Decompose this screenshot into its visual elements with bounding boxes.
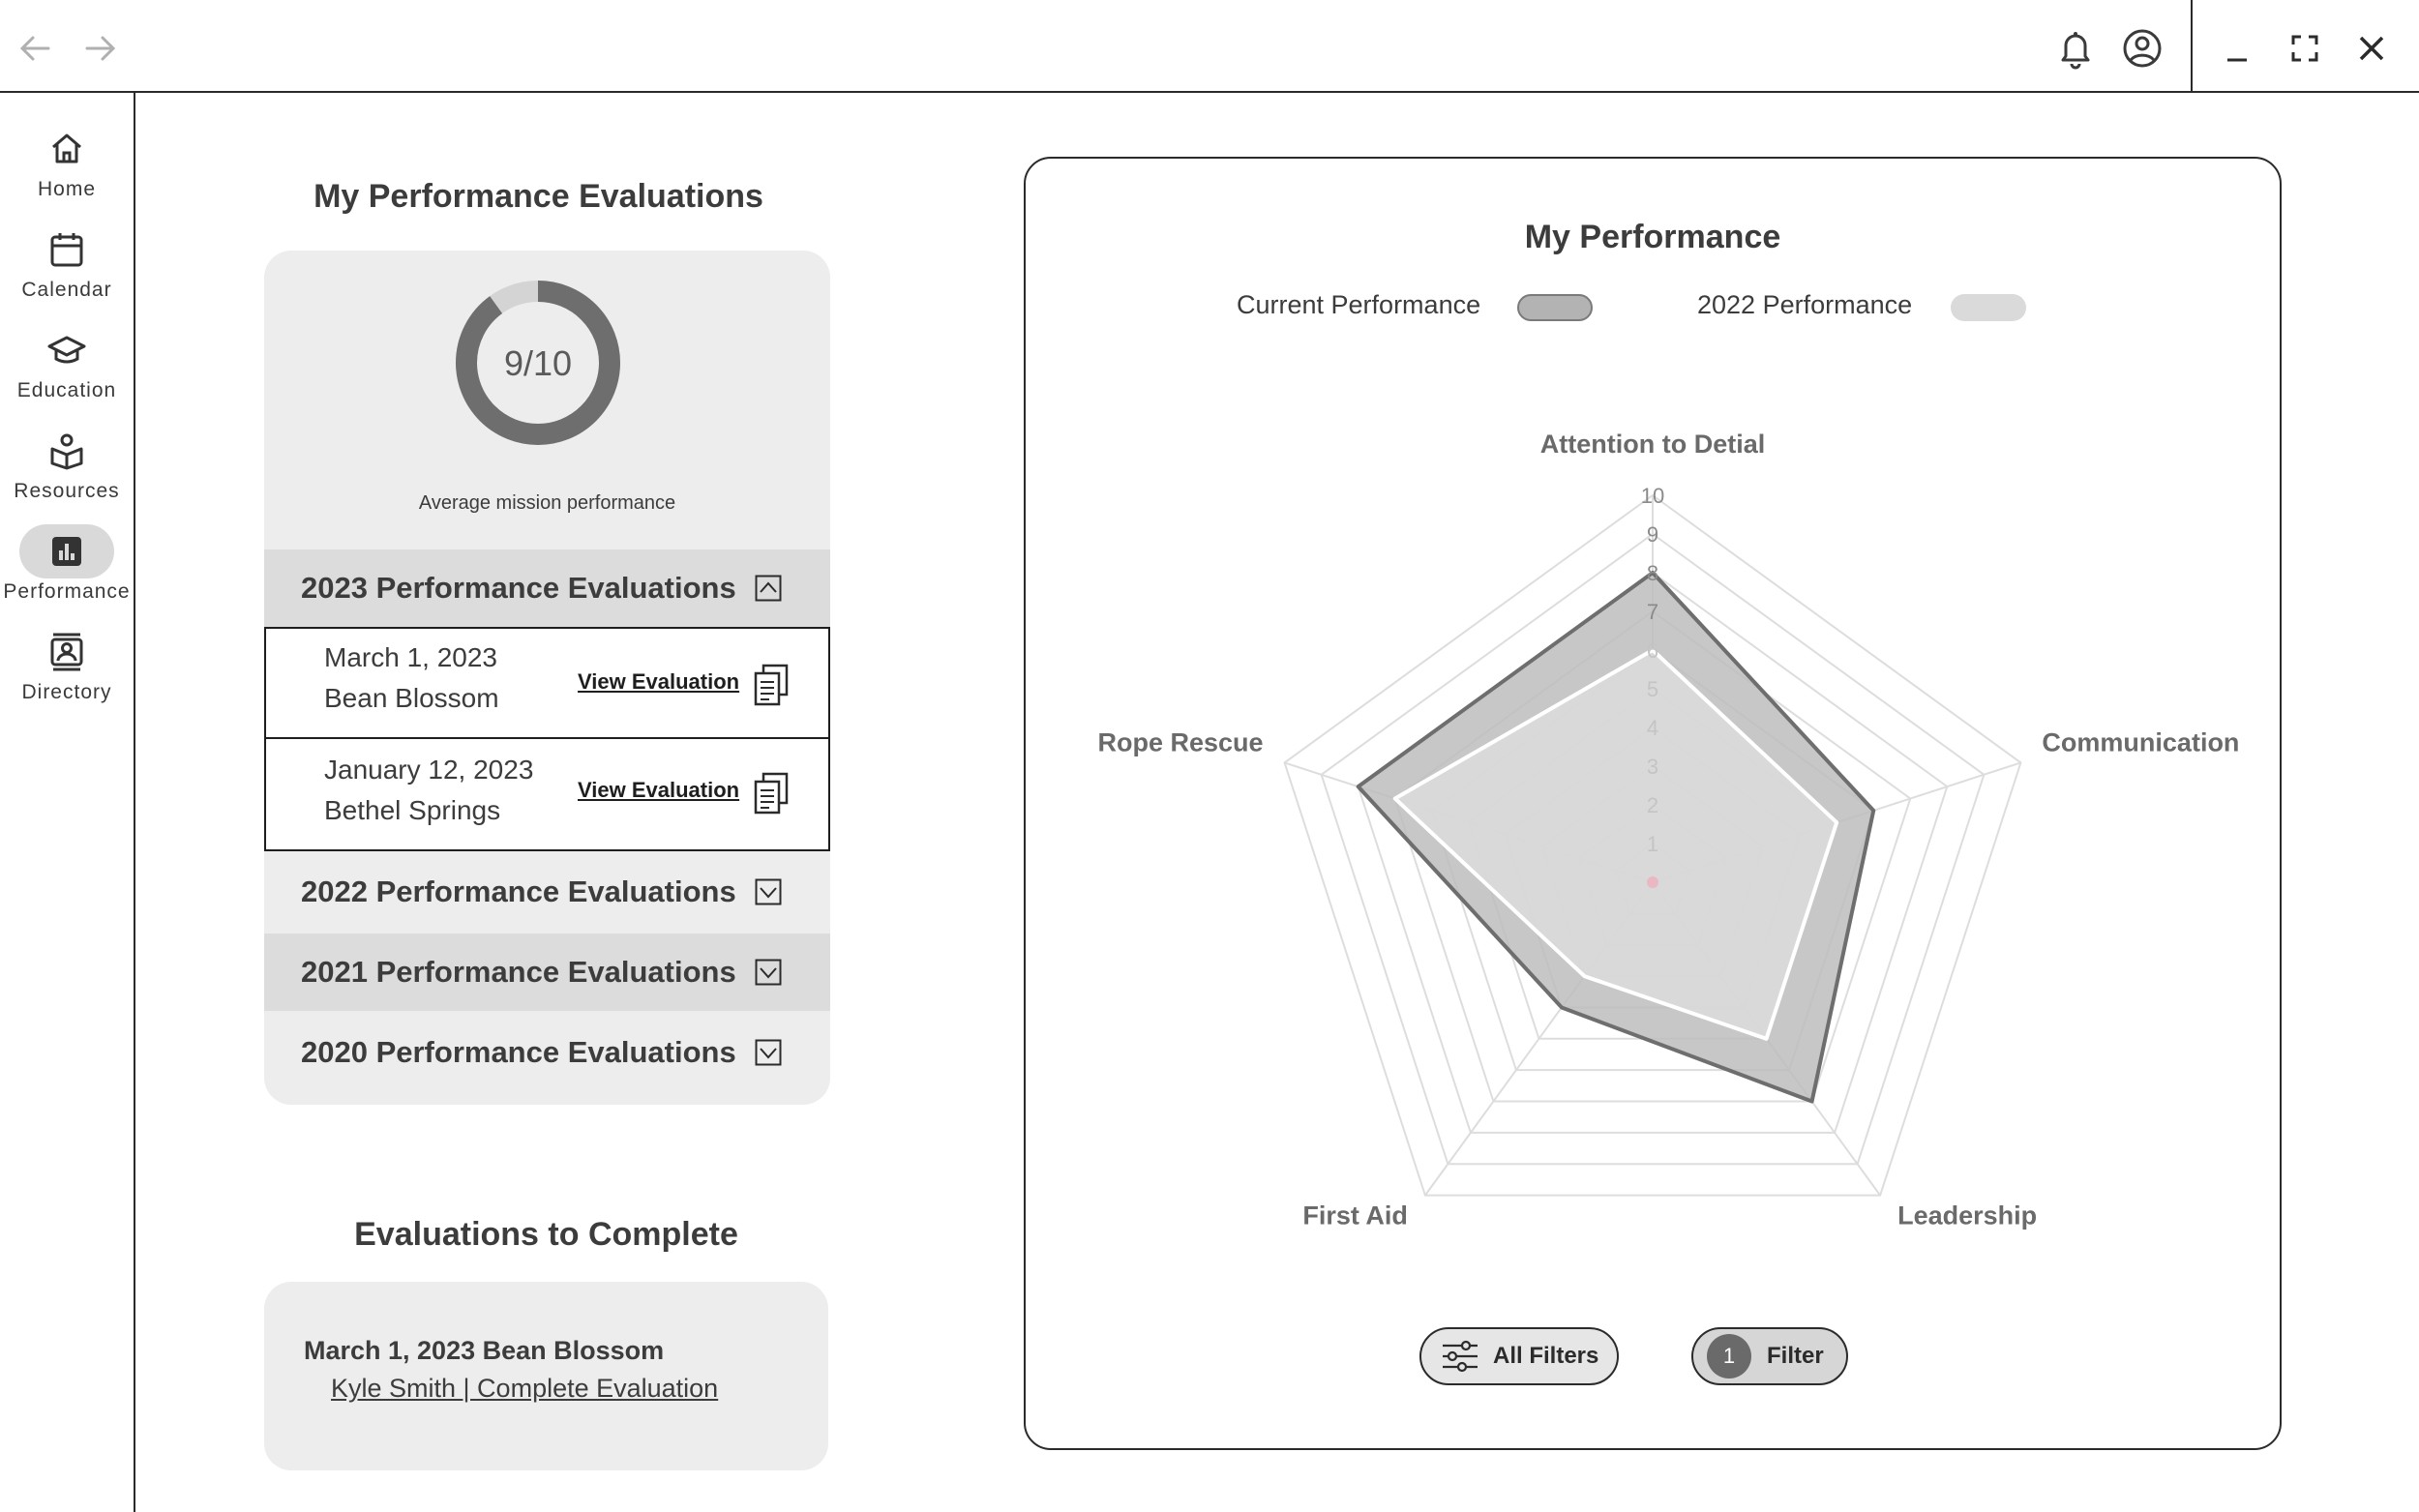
year-group-2022[interactable]: [264, 853, 830, 931]
radar-axis-label: Attention to Detial: [1539, 430, 1766, 459]
filter-label: Filter: [1767, 1343, 1824, 1369]
back-arrow-icon[interactable]: [8, 21, 62, 75]
graduation-cap-icon: [19, 323, 114, 377]
radar-axis-label: Leadership: [1897, 1201, 2038, 1230]
sidebar-item-label: Performance: [3, 580, 131, 603]
year-group-2023[interactable]: [264, 549, 830, 627]
all-filters-label: All Filters: [1493, 1343, 1599, 1369]
evaluation-date: March 1, 2023: [324, 642, 497, 672]
radar-tick-label: 1: [1646, 832, 1659, 856]
account-circle-icon[interactable]: [2115, 21, 2169, 75]
sidebar-item-education[interactable]: [0, 323, 134, 424]
complete-evaluation-link[interactable]: Kyle Smith | Complete Evaluation: [331, 1374, 719, 1403]
sidebar-item-label: Education: [16, 379, 117, 401]
radar-tick-label: 9: [1646, 522, 1659, 547]
radar-center-point: [1647, 876, 1658, 888]
top-bar: [0, 0, 2419, 93]
average-score-value: 9/10: [503, 343, 573, 383]
average-score-ring: [455, 280, 621, 446]
view-evaluation-link[interactable]: View Evaluation: [578, 669, 740, 694]
bar-chart-icon: [19, 524, 114, 578]
chevron-down-icon[interactable]: [755, 878, 782, 905]
list-item: [264, 737, 830, 851]
documents-icon[interactable]: [752, 772, 791, 815]
contact-book-icon: [19, 625, 114, 679]
list-item: [264, 627, 830, 739]
filter-count-badge: 1: [1707, 1334, 1751, 1379]
radar-tick-label: 3: [1646, 755, 1659, 779]
radar-tick-label: 8: [1646, 561, 1659, 585]
filter-button[interactable]: [1691, 1327, 1848, 1385]
all-filters-button[interactable]: [1419, 1327, 1619, 1385]
sidebar-item-label: Resources: [14, 480, 120, 502]
radar-tick-label: 10: [1640, 484, 1665, 508]
evaluations-card: [264, 251, 830, 1105]
minimize-icon[interactable]: [2210, 21, 2264, 75]
year-group-2020[interactable]: [264, 1014, 830, 1091]
average-score-label: Average mission performance: [418, 492, 676, 514]
chevron-down-icon[interactable]: [755, 1039, 782, 1066]
sidebar: [0, 93, 135, 1512]
chevron-down-icon[interactable]: [755, 959, 782, 986]
radar-chart: [1026, 159, 2280, 1448]
sidebar-item-directory[interactable]: [0, 625, 134, 726]
forward-arrow-icon[interactable]: [74, 21, 128, 75]
radar-tick-label: 7: [1646, 600, 1659, 624]
evaluation-location: Bean Blossom: [324, 683, 499, 713]
todo-card: [264, 1282, 828, 1470]
evaluation-location: Bethel Springs: [324, 795, 501, 825]
radar-tick-label: 6: [1646, 638, 1659, 663]
sidebar-item-label: Directory: [21, 681, 112, 703]
sidebar-item-home[interactable]: [0, 122, 134, 222]
radar-tick-label: 5: [1646, 677, 1659, 701]
legend-current-label: Current Performance: [1237, 290, 1481, 319]
view-evaluation-link[interactable]: View Evaluation: [578, 778, 740, 802]
calendar-icon: [19, 222, 114, 277]
legend-2022-label: 2022 Performance: [1697, 290, 1913, 319]
sidebar-item-calendar[interactable]: [0, 222, 134, 323]
year-group-label: 2022 Performance Evaluations: [301, 875, 736, 908]
radar-axis-label: Communication: [2042, 727, 2240, 757]
bell-icon[interactable]: [2048, 21, 2103, 75]
year-group-label: 2021 Performance Evaluations: [301, 955, 736, 989]
sidebar-item-performance[interactable]: [0, 524, 134, 625]
performance-panel: [1024, 157, 2282, 1450]
sidebar-item-resources[interactable]: [0, 424, 134, 524]
year-group-label: 2023 Performance Evaluations: [301, 571, 736, 605]
year-group-2021[interactable]: [264, 934, 830, 1011]
maximize-icon[interactable]: [2278, 21, 2332, 75]
sliders-icon: [1441, 1340, 1479, 1373]
window-controls-divider: [2191, 0, 2193, 93]
evaluations-title: My Performance Evaluations: [314, 178, 763, 215]
documents-icon[interactable]: [752, 664, 791, 706]
todo-title: Evaluations to Complete: [354, 1216, 738, 1253]
radar-axis-label: Rope Rescue: [1097, 727, 1264, 757]
sidebar-item-label: Calendar: [21, 279, 112, 301]
todo-item-title: March 1, 2023 Bean Blossom: [304, 1336, 665, 1365]
close-icon[interactable]: [2344, 21, 2399, 75]
radar-axis-label: First Aid: [1302, 1201, 1408, 1230]
sidebar-item-label: Home: [37, 178, 97, 200]
radar-tick-label: 4: [1646, 716, 1659, 740]
radar-tick-label: 2: [1646, 793, 1659, 817]
performance-title: My Performance: [1524, 219, 1781, 255]
book-person-icon: [19, 424, 114, 478]
year-group-label: 2020 Performance Evaluations: [301, 1035, 736, 1069]
chevron-up-icon[interactable]: [755, 575, 782, 602]
home-icon: [19, 122, 114, 176]
evaluation-date: January 12, 2023: [324, 755, 534, 785]
